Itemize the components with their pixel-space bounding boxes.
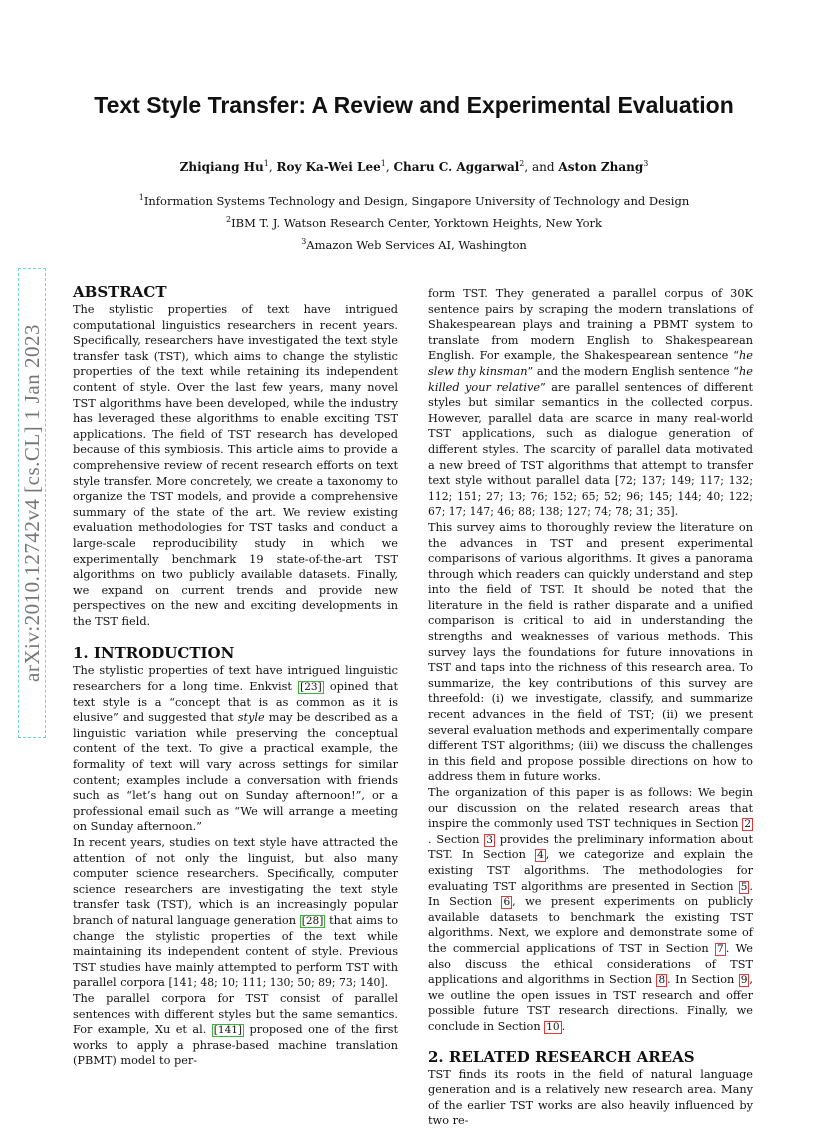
section-link[interactable]: 8 [658, 974, 666, 987]
author-name: Zhiqiang Hu [179, 160, 264, 174]
section-link[interactable]: 2 [744, 818, 751, 831]
paper-title: Text Style Transfer: A Review and Experimental Evaluation [94, 92, 734, 118]
right-column [428, 286, 753, 1129]
body-paragraph: TST finds its roots in the field of natural language generation and is a relatively new research area. Many of the earlier TST works are also heavily influenced by two re- [428, 1067, 753, 1128]
arxiv-stamp-text: arXiv:2010.12742v4 [cs.CL] 1 Jan 2023 [19, 324, 44, 682]
author-sep: , and [524, 160, 559, 174]
affiliation: $^1$Information Systems Technology and Design, Singapore University of Technology and Design [138, 193, 690, 208]
author-affil-mark: 1 [263, 159, 269, 168]
body-paragraph: form TST. They generated a parallel corpus of 30K sentence pairs by scraping the modern translations of Shakespearean plays and training a PBMT system to translate from modern English to Shakespearean English. For example, the Shakespearean sentence “he slew thy kinsman” and the modern English sentence “he killed your relative” are parallel sentences of different styles but similar semantics in the collected corpus. However, parallel data are scarce in many real-world TST applications, such as dialogue generation of different styles. The scarcity of parallel data motivated a new breed of TST algorithms that attempt to transfer text style without parallel data [72; 137; 149; 117; 132; 112; 151; 27; 13; 76; 152; 65; 52; 96; 145; 144; 40; 122; 67; 17; 147; 46; 88; 138; 127; 74; 78; 31; 35]. [428, 287, 753, 519]
abstract-text: The stylistic properties of text have intrigued computational linguistics researchers in recent years. Specifically, researchers have investigated the text style transfer task (TST), which aims to change the stylistic properties of the text while retaining its independent content of style. Over the last few years, many novel TST algorithms have been developed, while the industry has leveraged these algorithms to enable exciting TST applications. The field of TST research has developed because of this symbiosis. This article aims to provide a comprehensive review of recent research efforts on text style transfer. More concretely, we create a taxonomy to organize the TST models, and provide a comprehensive summary of the state of the art. We review existing evaluation methodologies for TST tasks and conduct a large-scale reproducibility study in which we experimentally benchmark 19 state-of-the-art TST algorithms on two publicly available datasets. Finally, we expand on current trends and provide new perspectives on the new and exciting developments in the TST field. [73, 303, 398, 628]
author-name: Charu C. Aggarwal [393, 160, 520, 174]
section-link[interactable]: 6 [503, 896, 511, 909]
related-heading: 2. RELATED RESEARCH AREAS [428, 1047, 695, 1066]
arxiv-stamp[interactable] [18, 268, 46, 738]
author-name: Aston Zhang [558, 160, 644, 174]
section-link[interactable]: 9 [740, 974, 748, 987]
citation-group[interactable]: [72; 137; 149; 117; 132; 112; 151; 27; 13; 76; 152; 65; 52; 96; 145; 144; 40; 122; 67; 17; 147; 46; 88; 138; 127; 74; 78; 31; 35] [428, 474, 753, 519]
section-link[interactable]: 5 [740, 880, 748, 893]
abstract-heading: ABSTRACT [73, 283, 167, 301]
intro-heading: 1. INTRODUCTION [73, 644, 235, 663]
body-paragraph: This survey aims to thoroughly review the literature on the advances in TST and present experimental comparisons of various algorithms. It gives a panorama through which readers can quickly understand and step into the field of TST. It should be noted that the literature in the field is rather disparate and a unified comparison is critical to aid in understanding the strengths and weaknesses of various methods. This survey lays the foundations for future innovations in TST and taps into the richness of this research area. To summarize, the key contributions of this survey are threefold: (i) we investigate, classify, and summarize recent advances in the field of TST; (ii) we present several evaluation methods and experimentally compare different TST algorithms; (iii) we discuss the challenges in this field and propose possible directions on how to address them in future works. [428, 520, 753, 784]
citation-group[interactable]: [141; 48; 10; 111; 130; 50; 89; 73; 140] [168, 976, 385, 990]
citation-link[interactable]: [141] [213, 1024, 243, 1037]
citation-link[interactable]: [23] [300, 681, 322, 694]
citation-link[interactable]: [28] [301, 914, 324, 927]
author-affil-mark: 1 [380, 159, 386, 168]
intro-paragraph: The stylistic properties of text have intrigued linguistic researchers for a long time. Enkvist [23] opined that text style is a “concept that is as common as it is elusive” and suggested that style may be described as a linguistic variation while preserving the conceptual content of the text. To give a practical example, the formality of text will vary across settings for similar content; examples include a conversation with friends such as “let’s hang out on Sunday afternoon!”, or a professional email such as “We will arrange a meeting on Sunday afternoon.” [73, 664, 398, 834]
section-link[interactable]: 3 [486, 833, 493, 846]
section-link[interactable]: 7 [717, 942, 724, 955]
section-link[interactable]: 4 [537, 849, 544, 862]
author-affil-mark: 2 [519, 159, 525, 168]
affiliation: $^2$IBM T. J. Watson Research Center, Yorktown Heights, New York [226, 215, 602, 230]
body-paragraph: The organization of this paper is as follows: We begin our discussion on the related research areas that inspire the commonly used TST techniques in Section 2. Section 3 provides the preliminary information about TST. In Section 4 , we categorize and explain the existing TST algorithms. The methodologies for evaluating TST algorithms are presented in Section 5 . In Section 6 , we present experiments on publicly available datasets to benchmark the existing TST algorithms. Next, we explore and demonstrate some of the commercial applications of TST in Section 7 . We also discuss the ethical considerations of TST applications and algorithms in Section 8 . In Section 9 , we outline the open issues in TST research and offer possible future TST research directions. Finally, we conclude in Section 10 . [428, 786, 754, 1033]
affiliation: $^3$Amazon Web Services AI, Washington [301, 237, 527, 252]
left-column [73, 282, 398, 1069]
intro-paragraph: The parallel corpora for TST consist of parallel sentences with different styles but the same semantics. For example, Xu et al. [141] proposed one of the first works to apply a phrase-based machine translation (PBMT) model to per- [73, 991, 398, 1068]
section-link[interactable]: 10 [546, 1020, 560, 1033]
author-sep: , [268, 160, 277, 174]
author-affil-mark: 3 [643, 159, 649, 168]
author-name: Roy Ka-Wei Lee [276, 160, 381, 174]
intro-paragraph: In recent years, studies on text style have attracted the attention of not only the linguist, but also many computer science researchers. Specifically, computer science researchers are investigating the text style transfer task (TST), which is an increasingly popular branch of natural language generation [28] that aims to change the stylistic properties of the text while maintaining its independent content of style. Previous TST studies have mainly attempted to perform TST with parallel corpora [141; 48; 10; 111; 130; 50; 89; 73; 140]. [73, 836, 398, 990]
author-sep: , [385, 160, 394, 174]
author-list [0, 160, 828, 174]
